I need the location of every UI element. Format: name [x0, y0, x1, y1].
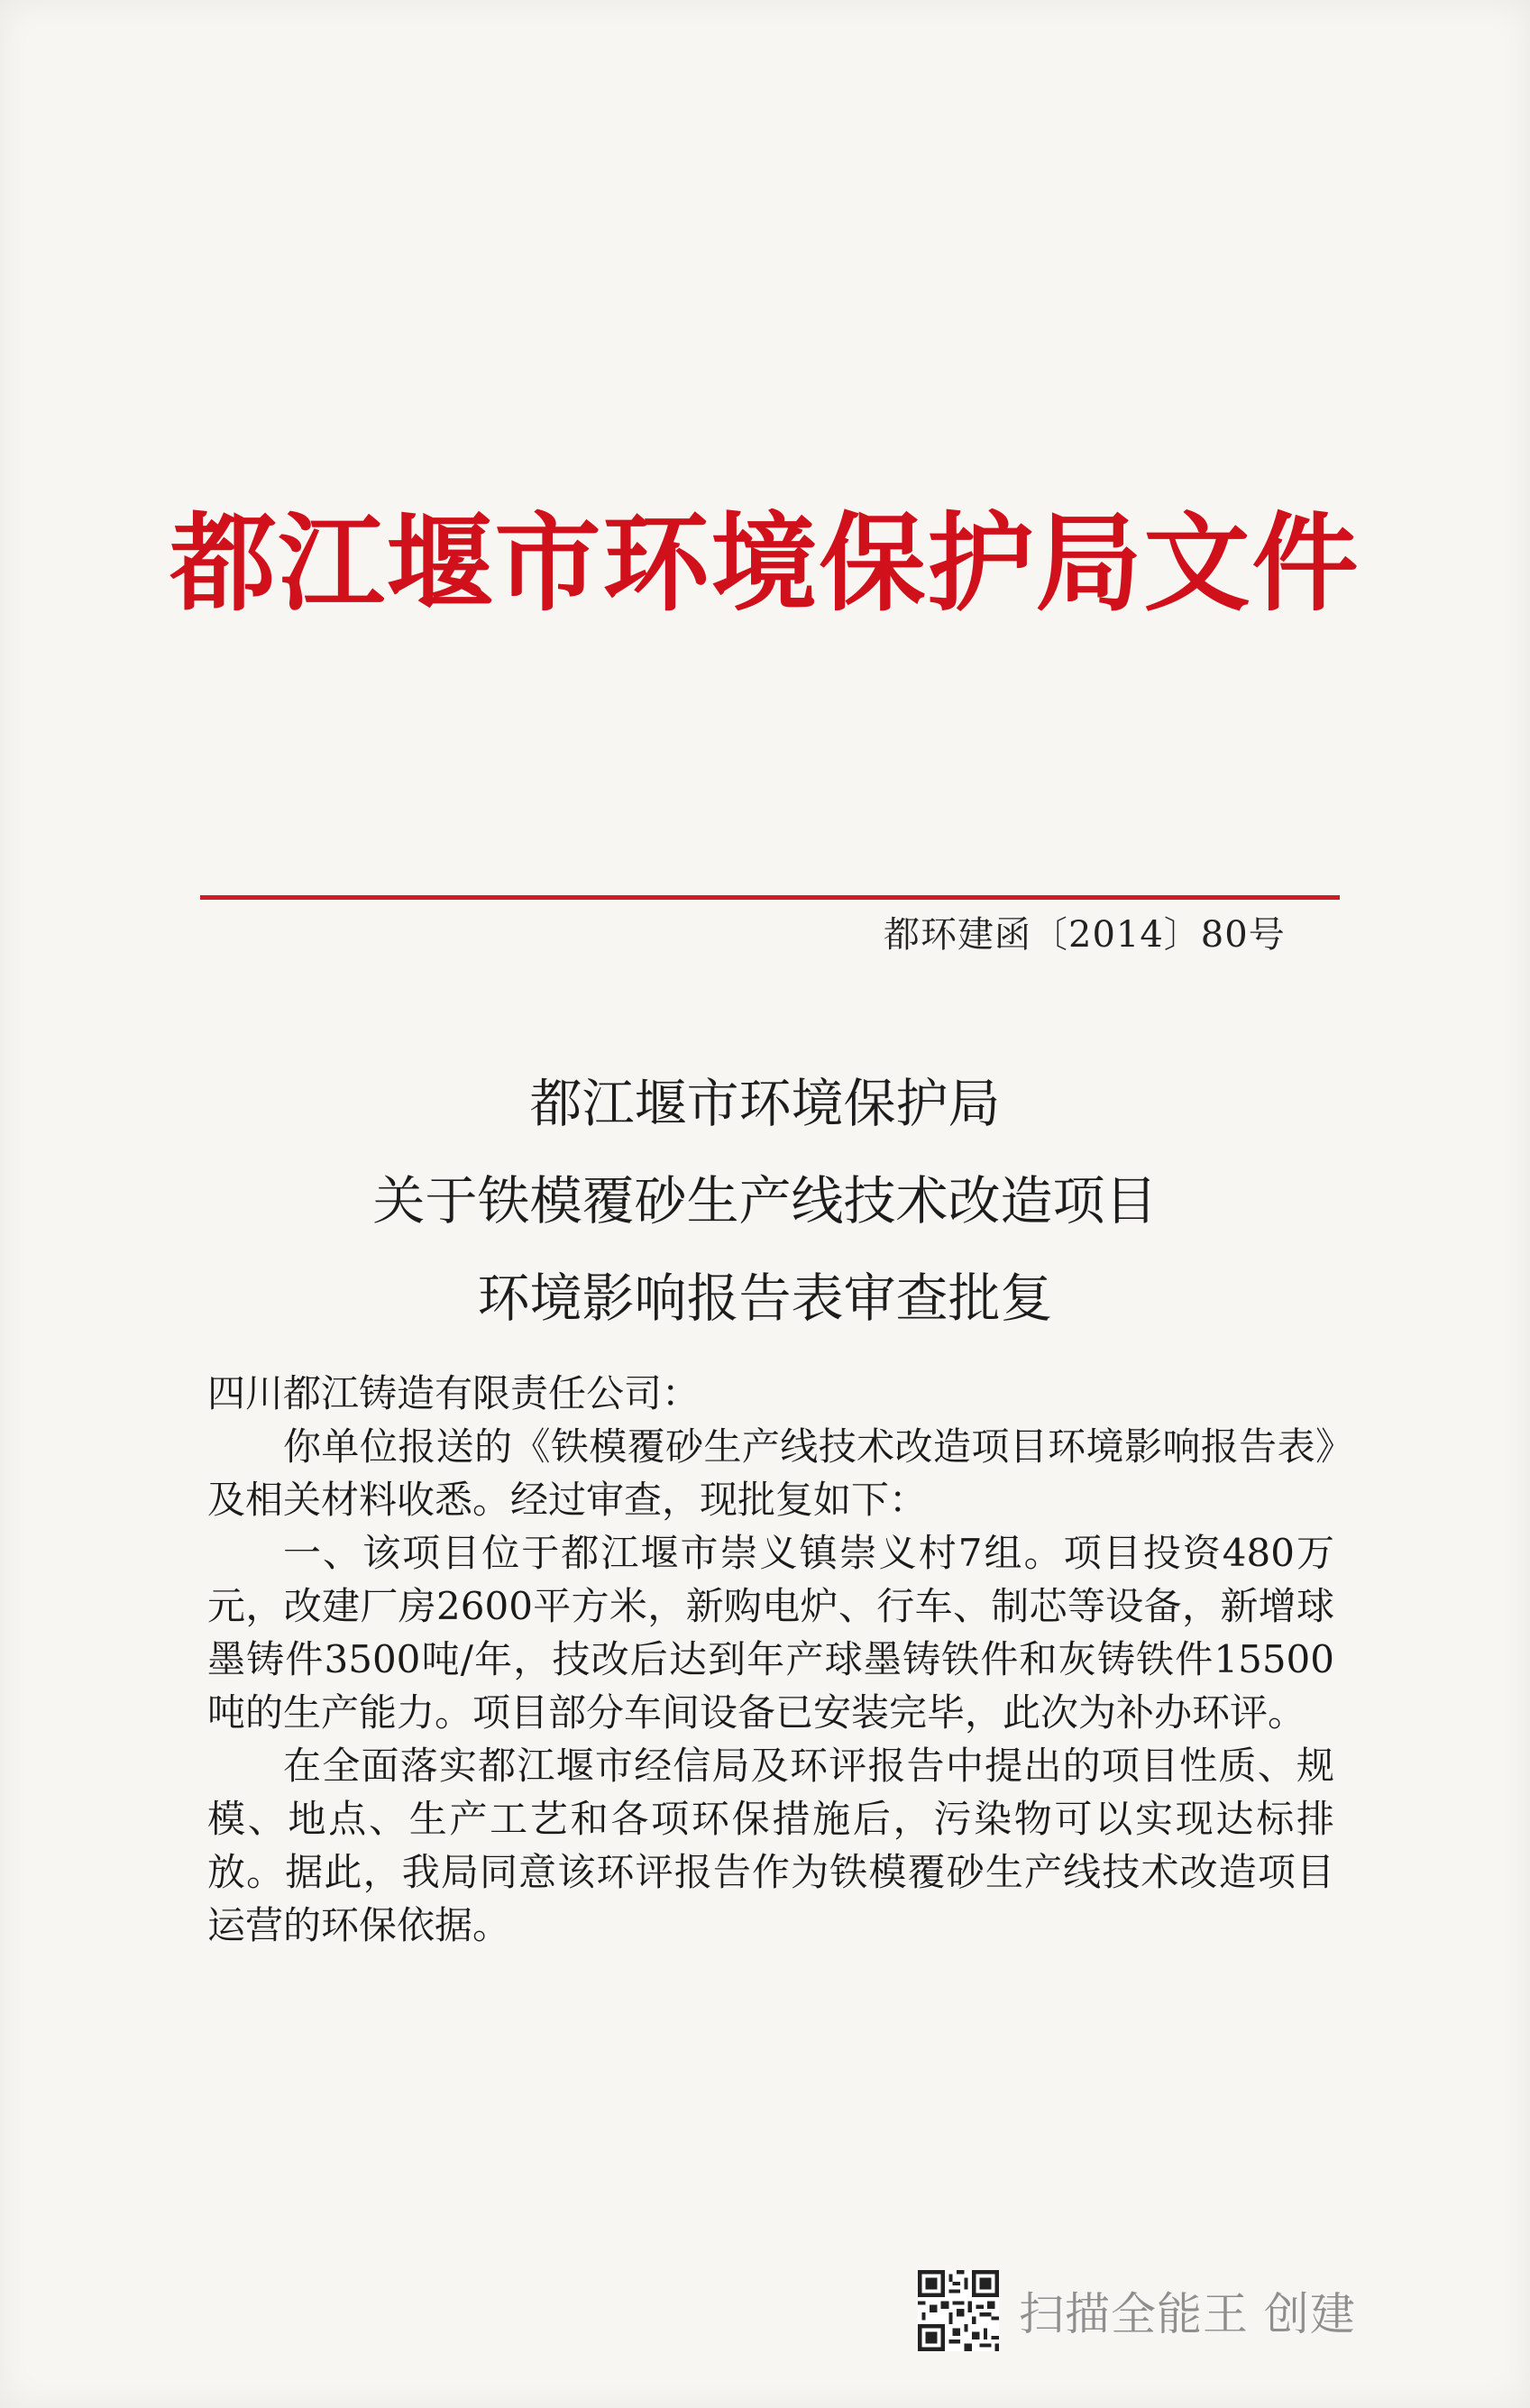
watermark-text: 扫描全能王 创建: [1019, 2288, 1356, 2340]
document-header-title: 都江堰市环境保护局文件: [169, 501, 1361, 626]
body-paragraph-1: 你单位报送的《铁模覆砂生产线技术改造项目环境影响报告表》及相关材料收悉。经过审查，现批复如下：: [207, 1424, 1334, 1522]
document-body: [207, 1367, 1334, 1952]
qr-code-icon: [918, 2270, 999, 2351]
title-line-2: 关于铁模覆砂生产线技术改造项目: [372, 1170, 1158, 1231]
document-title: [0, 1055, 1530, 1347]
body-paragraph-3: 在全面落实都江堰市经信局及环评报告中提出的项目性质、规模、地点、生产工艺和各项环保措施后，污染物可以实现达标排放。据此，我局同意该环评报告作为铁模覆砂生产线技术改造项目运营的环保依据。: [207, 1744, 1334, 1947]
document-number: 都环建函〔2014〕80号: [884, 914, 1286, 956]
scanner-watermark: [918, 2270, 1356, 2351]
addressee: 四川都江铸造有限责任公司：: [207, 1371, 701, 1415]
red-divider-rule: [200, 895, 1340, 900]
body-paragraph-2: 一、该项目位于都江堰市崇义镇崇义村7组。项目投资480万元，改建厂房2600平方米，新购电炉、行车、制芯等设备，新增球墨铸件3500吨/年，技改后达到年产球墨铸铁件和灰铸铁件15500吨的生产能力。项目部分车间设备已安装完毕，此次为补办环评。: [207, 1531, 1334, 1735]
title-line-3: 环境影响报告表审查批复: [477, 1268, 1053, 1329]
title-line-1: 都江堰市环境保护局: [529, 1073, 1001, 1134]
